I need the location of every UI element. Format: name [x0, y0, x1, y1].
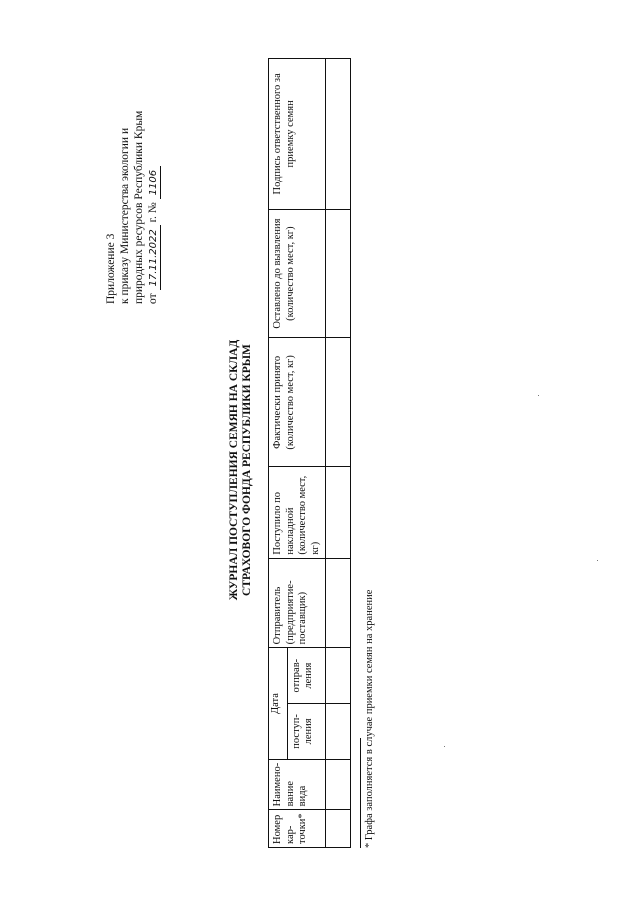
appendix-line-3: природных ресурсов Республики Крым	[133, 110, 145, 304]
number-prefix: г. №	[147, 202, 159, 223]
title-line-1: ЖУРНАЛ ПОСТУПЛЕНИЯ СЕМЯН НА СКЛАД	[228, 339, 240, 601]
table-cell	[326, 338, 351, 467]
header-left-until: Оставлено до вызвления (количество мест, кг)	[269, 209, 326, 338]
header-date: Дата	[269, 648, 288, 759]
scan-speck	[444, 746, 445, 747]
appendix-header	[104, 4, 161, 304]
header-invoice: Поступило по накладной (количество мест, кг)	[269, 467, 326, 558]
header-signature: Подпись ответственного за приемку семян	[269, 59, 326, 210]
header-species: Наимено-вание вида	[269, 759, 326, 810]
table-cell	[326, 759, 351, 810]
header-date-sent: отправ-ления	[287, 648, 325, 704]
appendix-line-1: Приложение 3	[105, 233, 117, 304]
footnote: * Графа заполняется в случае приемки семян на хранение	[364, 589, 375, 848]
table-cell	[326, 59, 351, 210]
table-cell	[326, 209, 351, 338]
scan-speck	[538, 395, 539, 396]
journal-title	[228, 310, 254, 630]
header-row-1	[269, 59, 288, 848]
date-prefix: от	[147, 293, 159, 304]
number-value: 1106	[148, 166, 161, 199]
header-sender: Отправитель (предприятие-поставщик)	[269, 558, 326, 648]
table-cell	[326, 558, 351, 648]
appendix-line-2: к приказу Министерства экологии и	[119, 127, 131, 304]
date-value: 17.11.2022	[148, 225, 161, 290]
table-cell	[326, 704, 351, 760]
table-cell	[326, 648, 351, 704]
table-cell	[326, 810, 351, 848]
table-cell	[326, 467, 351, 558]
footnote-rule	[360, 738, 361, 848]
header-card-number: Номер кар-точки*	[269, 810, 326, 848]
appendix-date-line	[146, 4, 161, 304]
table-body-row	[326, 59, 351, 848]
header-date-received: поступ-ления	[287, 704, 325, 760]
scan-speck	[597, 560, 598, 561]
title-line-2: СТРАХОВОГО ФОНДА РЕСПУБЛИКИ КРЫМ	[241, 344, 253, 596]
header-actual: Фактически принято (количество мест, кг)	[269, 338, 326, 467]
journal-table	[268, 58, 351, 848]
